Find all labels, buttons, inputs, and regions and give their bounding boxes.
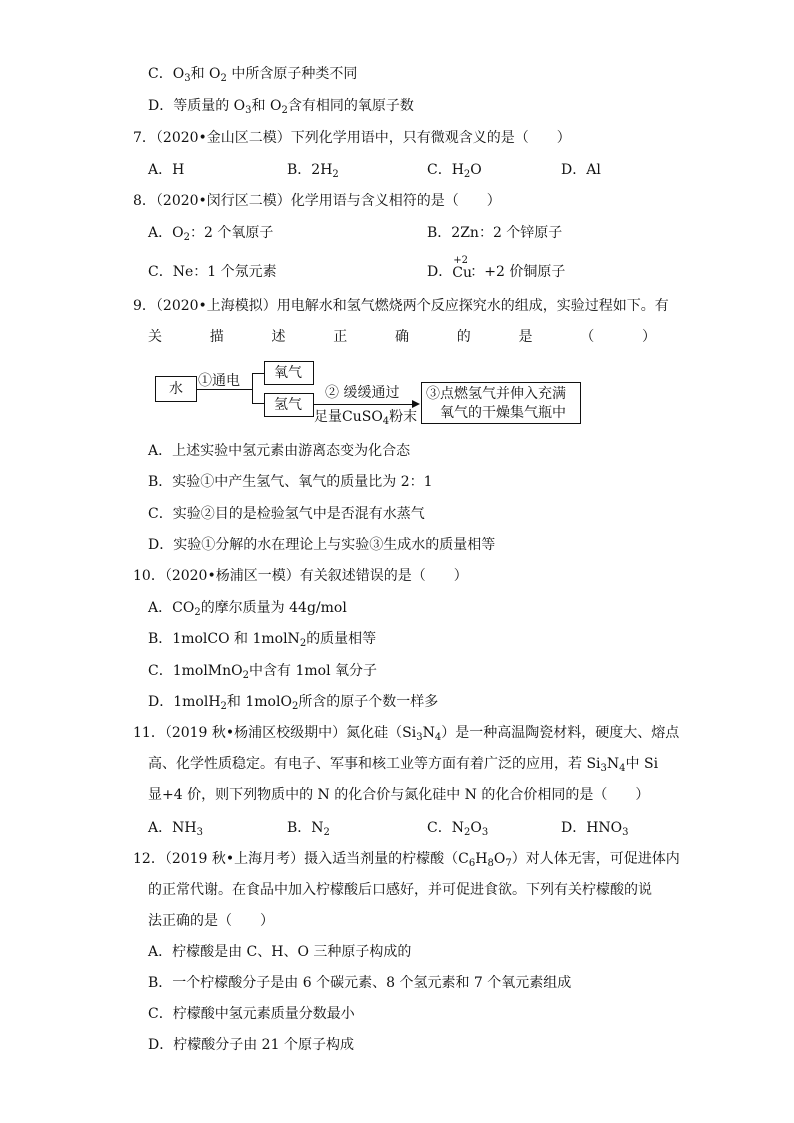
hydrogen-box: 氢气 [264,393,314,417]
q10-option-a: A．$CO_2$的摩尔质量为 44g/mol [148,600,347,618]
q11-stem-line3: 显+4 价，则下列物质中的 N 的化合价与氮化硅中 N 的化合价相同的是（ ） [148,787,650,803]
oxygen-box: 氧气 [264,361,314,385]
q12-option-c: C．柠檬酸中氢元素质量分数最小 [148,1006,355,1022]
split-line [252,373,253,403]
q11-option-d: D．$HNO_3$ [561,820,629,838]
step3-box: ③点燃氢气并伸入充满 氧气的干燥集气瓶中 [421,382,581,424]
q10-option-b: B．1molCO 和 1molN$_2$的质量相等 [148,631,377,649]
cu-valence-symbol: +2 Cu [452,255,472,281]
water-box: 水 [155,376,197,402]
q12-stem-line2: 的正常代谢。在食品中加入柠檬酸后口感好，并可促进食欲。下列有关柠檬酸的说 [148,882,652,898]
q12-option-a: A．柠檬酸是由 C、H、O 三种原子构成的 [148,944,412,960]
step1-label: ①通电 [198,373,240,389]
step2-label-bottom: 足量CuSO$_4$粉末 [314,409,418,427]
q8-option-b: B．2Zn：2 个锌原子 [427,225,563,241]
q11-option-c: C．$N_2O_3$ [427,820,489,838]
q6-option-c: C．$O_3$和 $O_2$ 中所含原子种类不同 [148,66,358,84]
line-water-to-split [196,389,252,390]
q7-stem: 7．（2020•金山区二模）下列化学用语中，只有微观含义的是（ ） [133,130,571,146]
arrowhead-icon [412,400,420,408]
q10-option-d: D．1molH$_2$和 1molO$_2$所含的原子个数一样多 [148,694,439,712]
q9-option-d: D．实验①分解的水在理论上与实验③生成水的质量相等 [148,537,496,553]
q8-stem: 8．（2020•闵行区二模）化学用语与含义相符的是（ ） [133,193,501,209]
branch-oxygen [252,373,264,374]
q8-option-c: C．Ne：1 个氖元素 [148,264,277,280]
branch-hydrogen [252,403,264,404]
q11-option-a: A．$NH_3$ [148,820,203,838]
arrow-to-step3 [313,404,413,405]
q10-stem: 10．（2020•杨浦区一模）有关叙述错误的是（ ） [133,568,468,584]
q12-option-d: D．柠檬酸分子由 21 个原子构成 [148,1037,354,1053]
q7-option-b: B．$2H_2$ [287,162,339,180]
q8-option-a: A．$O_2$：2 个氧原子 [148,225,274,243]
q12-stem-line3: 法正确的是（ ） [148,913,274,929]
q11-stem-line2: 高、化学性质稳定。有电子、军事和核工业等方面有着广泛的应用，若 $Si_3N_4$中 Si [148,756,659,774]
q9-option-b: B．实验①中产生氢气、氧气的质量比为 2：1 [148,474,433,490]
q7-option-a: A．H [148,162,185,178]
q7-option-d: D．Al [561,162,601,178]
q9-option-a: A．上述实验中氢元素由游离态变为化合态 [148,443,411,459]
q10-option-c: C．1molMnO$_2$中含有 1mol 氧分子 [148,663,378,681]
q12-stem-line1: 12．（2019 秋•上海月考）摄入适当剂量的柠檬酸$(C_6H_8O_7)$对人体无害，可促进体内 [133,851,680,869]
q12-option-b: B．一个柠檬酸分子是由 6 个碳元素、8 个氢元素和 7 个氧元素组成 [148,975,572,991]
q11-stem-line1: 11．（2019 秋•杨浦区校级期中）氮化硅$(Si_3N_4)$是一种高温陶瓷材料，硬度大、熔点 [133,725,680,743]
q8-option-d: D． +2 Cu ：+2 价铜原子 [427,255,566,281]
q9-option-c: C．实验②目的是检验氢气中是否混有水蒸气 [148,506,425,522]
step2-label-top: ② 缓缓通过 [325,385,400,401]
q6-option-d: D．等质量的 $O_3$和 $O_2$含有相同的氧原子数 [148,98,414,116]
q9-stem: 9．（2020•上海模拟）用电解水和氢气燃烧两个反应探究水的组成，实验过程如下。有 [133,298,669,314]
q7-option-c: C．$H_2O$ [427,162,482,180]
q11-option-b: B．$N_2$ [287,820,330,838]
q9-stem-line2: 关 描 述 正 确 的 是 （ ） [148,329,656,345]
